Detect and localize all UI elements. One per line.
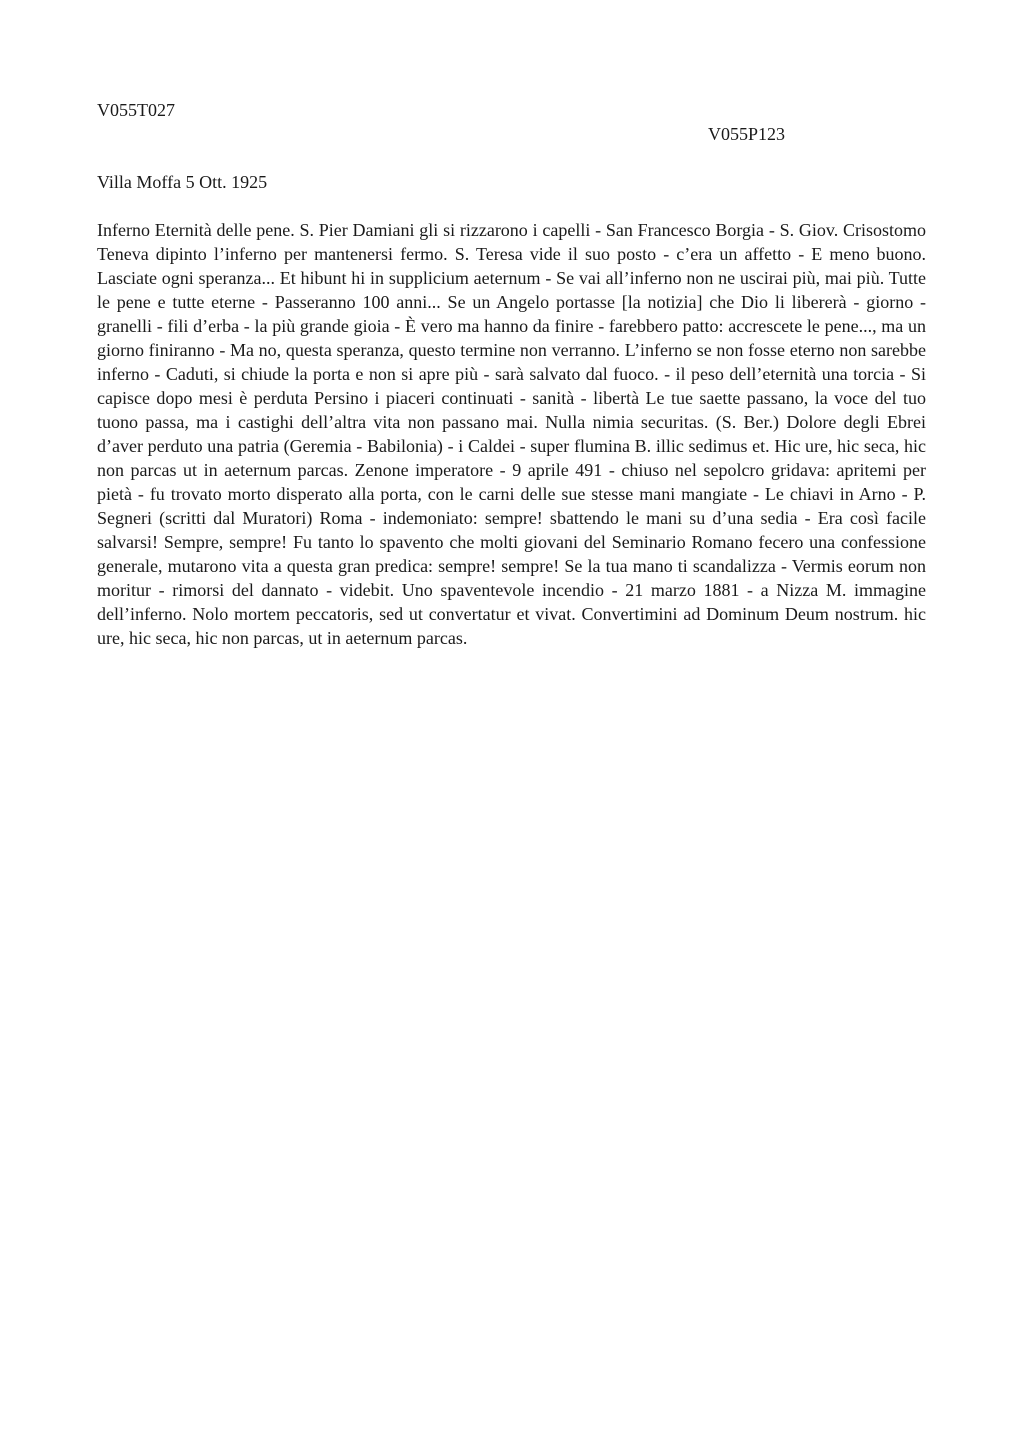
document-code: V055T027 (97, 100, 175, 120)
place-date-line: Villa Moffa 5 Ott. 1925 (97, 172, 268, 192)
page-code: V055P123 (708, 124, 786, 144)
body-paragraph: Inferno Eternità delle pene. S. Pier Damiani gli si rizzarono i capelli - San Francesco Borgia - S. Giov. Crisostomo Teneva dipinto l’inferno per mantenersi fermo. S. Teresa vide il suo posto - c’era un affetto - E meno buono. Lasciate ogni speranza... Et hibunt hi in supplicium aeternum - Se vai all’inferno non ne uscirai più, mai più. Tutte le pene e tutte eterne - Passeranno 100 anni... Se un Angelo portasse [la notizia] che Dio li libererà - giorno - granelli - fili d’erba - la più grande gioia - È vero ma hanno da finire - farebbero patto: accrescete le pene..., ma un giorno finiranno - Ma no, questa speranza, questo termine non verranno. L’inferno se non fosse eterno non sarebbe inferno - Caduti, si chiude la porta e non si apre più - sarà salvato dal fuoco. - il peso dell’eternità una torcia - Si capisce dopo mesi è perduta Persino i piaceri continuati - sanità - libertà Le tue saette passano, la voce del tuo tuono passa, ma i castighi dell’altra vita non passano mai. Nulla nimia securitas. (S. Ber.) Dolore degli Ebrei d’aver perduto una patria (Geremia - Babilonia) - i Caldei - super flumina B. illic sedimus et. Hic ure, hic seca, hic non parcas ut in aeternum parcas. Zenone imperatore - 9 aprile 491 - chiuso nel sepolcro gridava: apritemi per pietà - fu trovato morto disperato alla porta, con le carni delle sue stesse mani mangiate - Le chiavi in Arno - P. Segneri (scritti dal Muratori) Roma - indemoniato: sempre! sbattendo le mani su d’una sedia - Era così facile salvarsi! Sempre, sempre! Fu tanto lo spavento che molti giovani del Seminario Romano fecero una confessione generale, mutarono vita a questa gran predica: sempre! sempre! Se la tua mano ti scandalizza - Vermis eorum non moritur - rimorsi del dannato - videbit. Uno spaventevole incendio - 21 marzo 1881 - a Nizza M. immagine dell’inferno. Nolo mortem peccatoris, sed ut convertatur et vivat. Convertimini ad Dominum Deum nostrum. hic ure, hic seca, hic non parcas, ut in aeternum parcas. (97, 220, 926, 648)
